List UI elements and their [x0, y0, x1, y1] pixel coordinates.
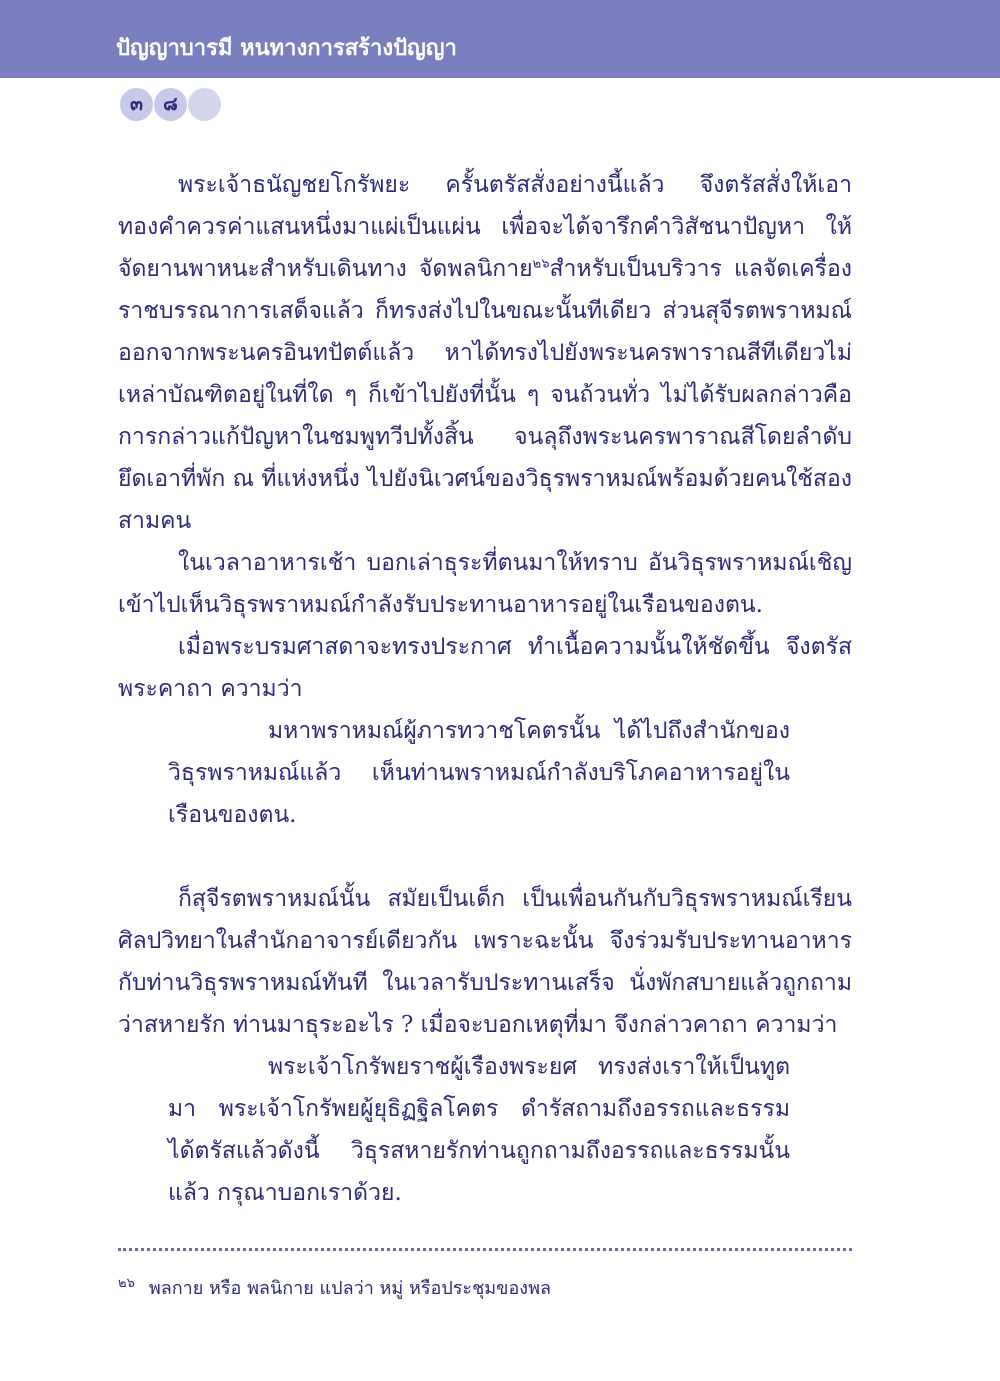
main-text	[118, 164, 852, 1214]
footnote-text: พลกาย หรือ พลนิกาย แปลว่า หมู่ หรือประชุมของพล	[148, 1278, 551, 1299]
footnote-divider	[118, 1248, 852, 1251]
paragraph-3: เมื่อพระบรมศาสดาจะทรงประกาศ ทำเนื้อความนั้นให้ชัดขึ้น จึงตรัสพระคาถา ความว่า	[118, 634, 852, 702]
paragraph-gap	[118, 836, 852, 878]
paragraph-2: ในเวลาอาหารเช้า บอกเล่าธุระที่ตนมาให้ทราบ อันวิธุรพราหมณ์เชิญเข้าไปเห็นวิธุรพราหมณ์กำลังรับประทานอาหารอยู่ในเรือนของตน.	[118, 550, 852, 618]
paragraph-1-part-b: สำหรับเป็นบริวาร แลจัดเครื่องราชบรรณาการเสด็จแล้ว ก็ทรงส่งไปในขณะนั้นทีเดียว ส่วนสุจีรตพราหมณ์ออกจากพระนครอินทปัตต์แล้ว หาได้ทรงไปยังพระนครพาราณสีทีเดียวไม่ เหล่าบัณฑิตอยู่ในที่ใด ๆ ก็เข้าไปยังที่นั้น ๆ จนถ้วนทั่ว ไม่ได้รับผลกล่าวคือการกล่าวแก้ปัญหาในชมพูทวีปทั้งสิ้น จนลุถึงพระนครพาราณสีโดยลำดับ ยึดเอาที่พัก ณ ที่แห่งหนึ่ง ไปยังนิเวศน์ของวิธุรพราหมณ์พร้อมด้วยคนใช้สองสามคน	[118, 256, 852, 534]
page-number-decoration	[188, 88, 221, 121]
paragraph-1-part-a: พระเจ้าธนัญชยโกรัพยะ ครั้นตรัสสั่งอย่างนี้แล้ว จึงตรัสสั่งให้เอาทองคำควรค่าแสนหนึ่งมาแผ่เป็นแผ่น เพื่อจะได้จารึกคำวิสัชนาปัญหา ให้จัดยานพาหนะสำหรับเดินทาง จัดพลนิกาย	[118, 172, 852, 282]
page-number-digit-1: ๓	[120, 88, 153, 121]
footnote-marker: ๒๖	[118, 1276, 135, 1291]
footnote-reference: ๒๖	[532, 256, 550, 272]
paragraph-1	[118, 164, 852, 542]
page-number-digit-2: ๘	[154, 88, 187, 121]
footnote	[118, 1272, 852, 1302]
running-header-title: ปัญญาบารมี หนทางการสร้างปัญญา	[116, 36, 457, 61]
verse-quote-1: มหาพราหมณ์ผู้ภารทวาชโคตรนั้น ได้ไปถึงสำนักของวิธุรพราหมณ์แล้ว เห็นท่านพราหมณ์กำลังบริโภคอาหารอยู่ในเรือนของตน.	[168, 718, 790, 828]
header-bar	[0, 0, 1000, 78]
paragraph-4: ก็สุจีรตพราหมณ์นั้น สมัยเป็นเด็ก เป็นเพื่อนกันกับวิธุรพราหมณ์เรียนศิลปวิทยาในสำนักอาจารย์เดียวกัน เพราะฉะนั้น จึงร่วมรับประทานอาหารกับท่านวิธุรพราหมณ์ทันที ในเวลารับประทานเสร็จ นั่งพักสบายแล้วถูกถามว่าสหายรัก ท่านมาธุระอะไร ? เมื่อจะบอกเหตุที่มา จึงกล่าวคาถา ความว่า	[118, 886, 852, 1038]
verse-quote-2: พระเจ้าโกรัพยราชผู้เรืองพระยศ ทรงส่งเราให้เป็นทูตมา พระเจ้าโกรัพยผู้ยุธิฏฐิลโคตร ดำรัสถามถึงอรรถและธรรม ได้ตรัสแล้วดังนี้ วิธุรสหายรักท่านถูกถามถึงอรรถและธรรมนั้นแล้ว กรุณาบอกเราด้วย.	[168, 1054, 790, 1206]
